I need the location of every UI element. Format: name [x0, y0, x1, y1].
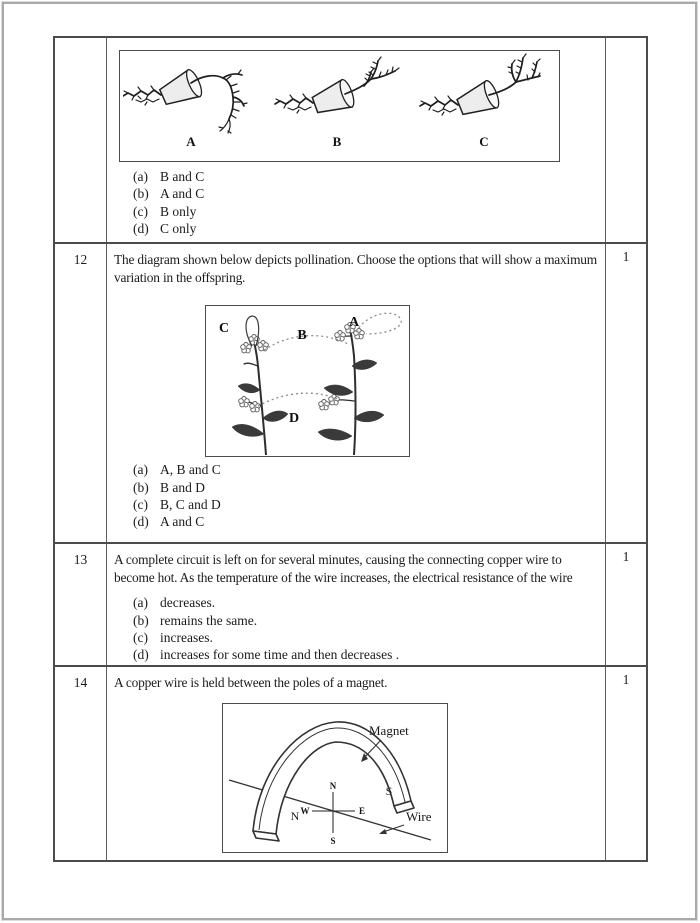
option-text: A, B and C — [160, 462, 221, 478]
seedling-label-c: C — [479, 134, 489, 149]
roots-icon — [420, 96, 458, 115]
compass-s-label: S — [330, 835, 336, 846]
option-key: (b) — [133, 479, 149, 495]
option — [133, 629, 605, 646]
option-key: (c) — [133, 203, 148, 219]
option-key: (a) — [133, 595, 148, 611]
option-key: (d) — [133, 647, 149, 663]
option — [133, 168, 605, 185]
right-plant — [318, 323, 384, 456]
pollination-label-d: D — [288, 411, 300, 427]
question-row-12 — [55, 242, 646, 542]
wire-annotation-label: Wire — [406, 808, 432, 824]
option — [133, 185, 605, 202]
shoot-icon — [345, 57, 399, 94]
options-list — [133, 168, 605, 238]
magnet-pole-n-label: N — [290, 808, 300, 823]
pollination-label-c: C — [218, 321, 230, 337]
option — [133, 513, 605, 530]
option-key: (c) — [133, 497, 148, 512]
option-text: decreases. — [160, 595, 216, 611]
option-text: C only — [160, 221, 197, 237]
option — [133, 612, 605, 629]
compass-rose — [301, 781, 366, 846]
question-text: A copper wire is held between the poles of a magnet. — [114, 675, 388, 690]
question-row-13 — [55, 542, 646, 665]
question-text: The diagram shown below depicts pollination. Choose the options that will show a maximum variation in the offspring. — [114, 252, 597, 285]
compass-e-label: E — [358, 805, 366, 816]
question-body-cell — [107, 38, 605, 242]
question-number: 14 — [55, 667, 107, 860]
option-text: B, C and D — [160, 497, 221, 512]
question-number-cell — [55, 38, 107, 242]
question-body-cell — [107, 667, 605, 860]
question-number: 12 — [55, 244, 107, 542]
option — [133, 220, 605, 237]
seedling-figure — [119, 50, 560, 162]
pollination-label-b: B — [297, 328, 307, 344]
seedling-sketch-a — [123, 51, 263, 151]
roots-icon — [275, 94, 313, 113]
question-text: A complete circuit is left on for several minutes, causing the connecting copper wire to become hot. As the temperature of the wire increases, the electrical resistance of the wire — [114, 552, 573, 585]
compass-w-label: W — [300, 805, 310, 816]
option-text: B and D — [160, 479, 205, 495]
seedling-label-b: B — [333, 134, 342, 149]
pollination-figure — [205, 305, 410, 457]
option-text: increases for some time and then decreases . — [160, 647, 400, 663]
magnet-diagram — [223, 704, 446, 851]
compass-n-label: N — [329, 780, 337, 791]
option — [133, 461, 605, 478]
marks-cell: 1 — [605, 244, 646, 542]
option-key: (a) — [133, 169, 148, 184]
option-text: A and C — [160, 514, 205, 530]
roots-icon — [123, 86, 161, 105]
option — [133, 479, 605, 496]
pollination-label-a: A — [348, 315, 360, 331]
option — [133, 646, 605, 663]
option-text: A and C — [160, 186, 205, 202]
option — [133, 496, 605, 513]
pot-icon — [454, 79, 501, 120]
options-list — [133, 461, 605, 531]
option-text: remains the same. — [160, 612, 258, 628]
question-number: 13 — [55, 544, 107, 665]
option-key: (d) — [133, 221, 149, 237]
option-text: B and C — [160, 169, 205, 184]
option-key: (b) — [133, 186, 149, 202]
option-text: increases. — [160, 630, 213, 645]
seedling-sketch-b — [269, 51, 409, 151]
option-key: (b) — [133, 612, 149, 628]
shoot-icon — [191, 70, 247, 133]
option — [133, 594, 605, 611]
shoot-icon — [489, 54, 540, 95]
marks-cell: 1 — [605, 544, 646, 665]
seedling-label-a: A — [186, 134, 196, 149]
option-key: (d) — [133, 514, 149, 530]
option-key: (a) — [133, 462, 148, 478]
option-key: (c) — [133, 630, 148, 645]
wire-arrow-icon — [379, 825, 404, 834]
option-text: B only — [160, 203, 197, 219]
marks-cell: 1 — [605, 667, 646, 860]
pot-icon — [157, 68, 204, 110]
marks-cell — [605, 38, 646, 242]
question-row-14 — [55, 665, 646, 860]
magnet-annotation-label: Magnet — [369, 722, 409, 738]
magnet-pole-s-label: S — [385, 783, 393, 798]
seedling-sketch-c — [416, 51, 556, 151]
option — [133, 203, 605, 220]
left-plant — [232, 335, 288, 456]
pollination-diagram — [206, 306, 408, 455]
options-list — [133, 594, 605, 664]
pot-icon — [311, 78, 358, 119]
question-row-11-continued — [55, 38, 646, 242]
question-body-cell — [107, 244, 605, 542]
question-body-cell — [107, 544, 605, 665]
magnet-figure — [222, 703, 448, 853]
questions-table — [53, 36, 648, 862]
